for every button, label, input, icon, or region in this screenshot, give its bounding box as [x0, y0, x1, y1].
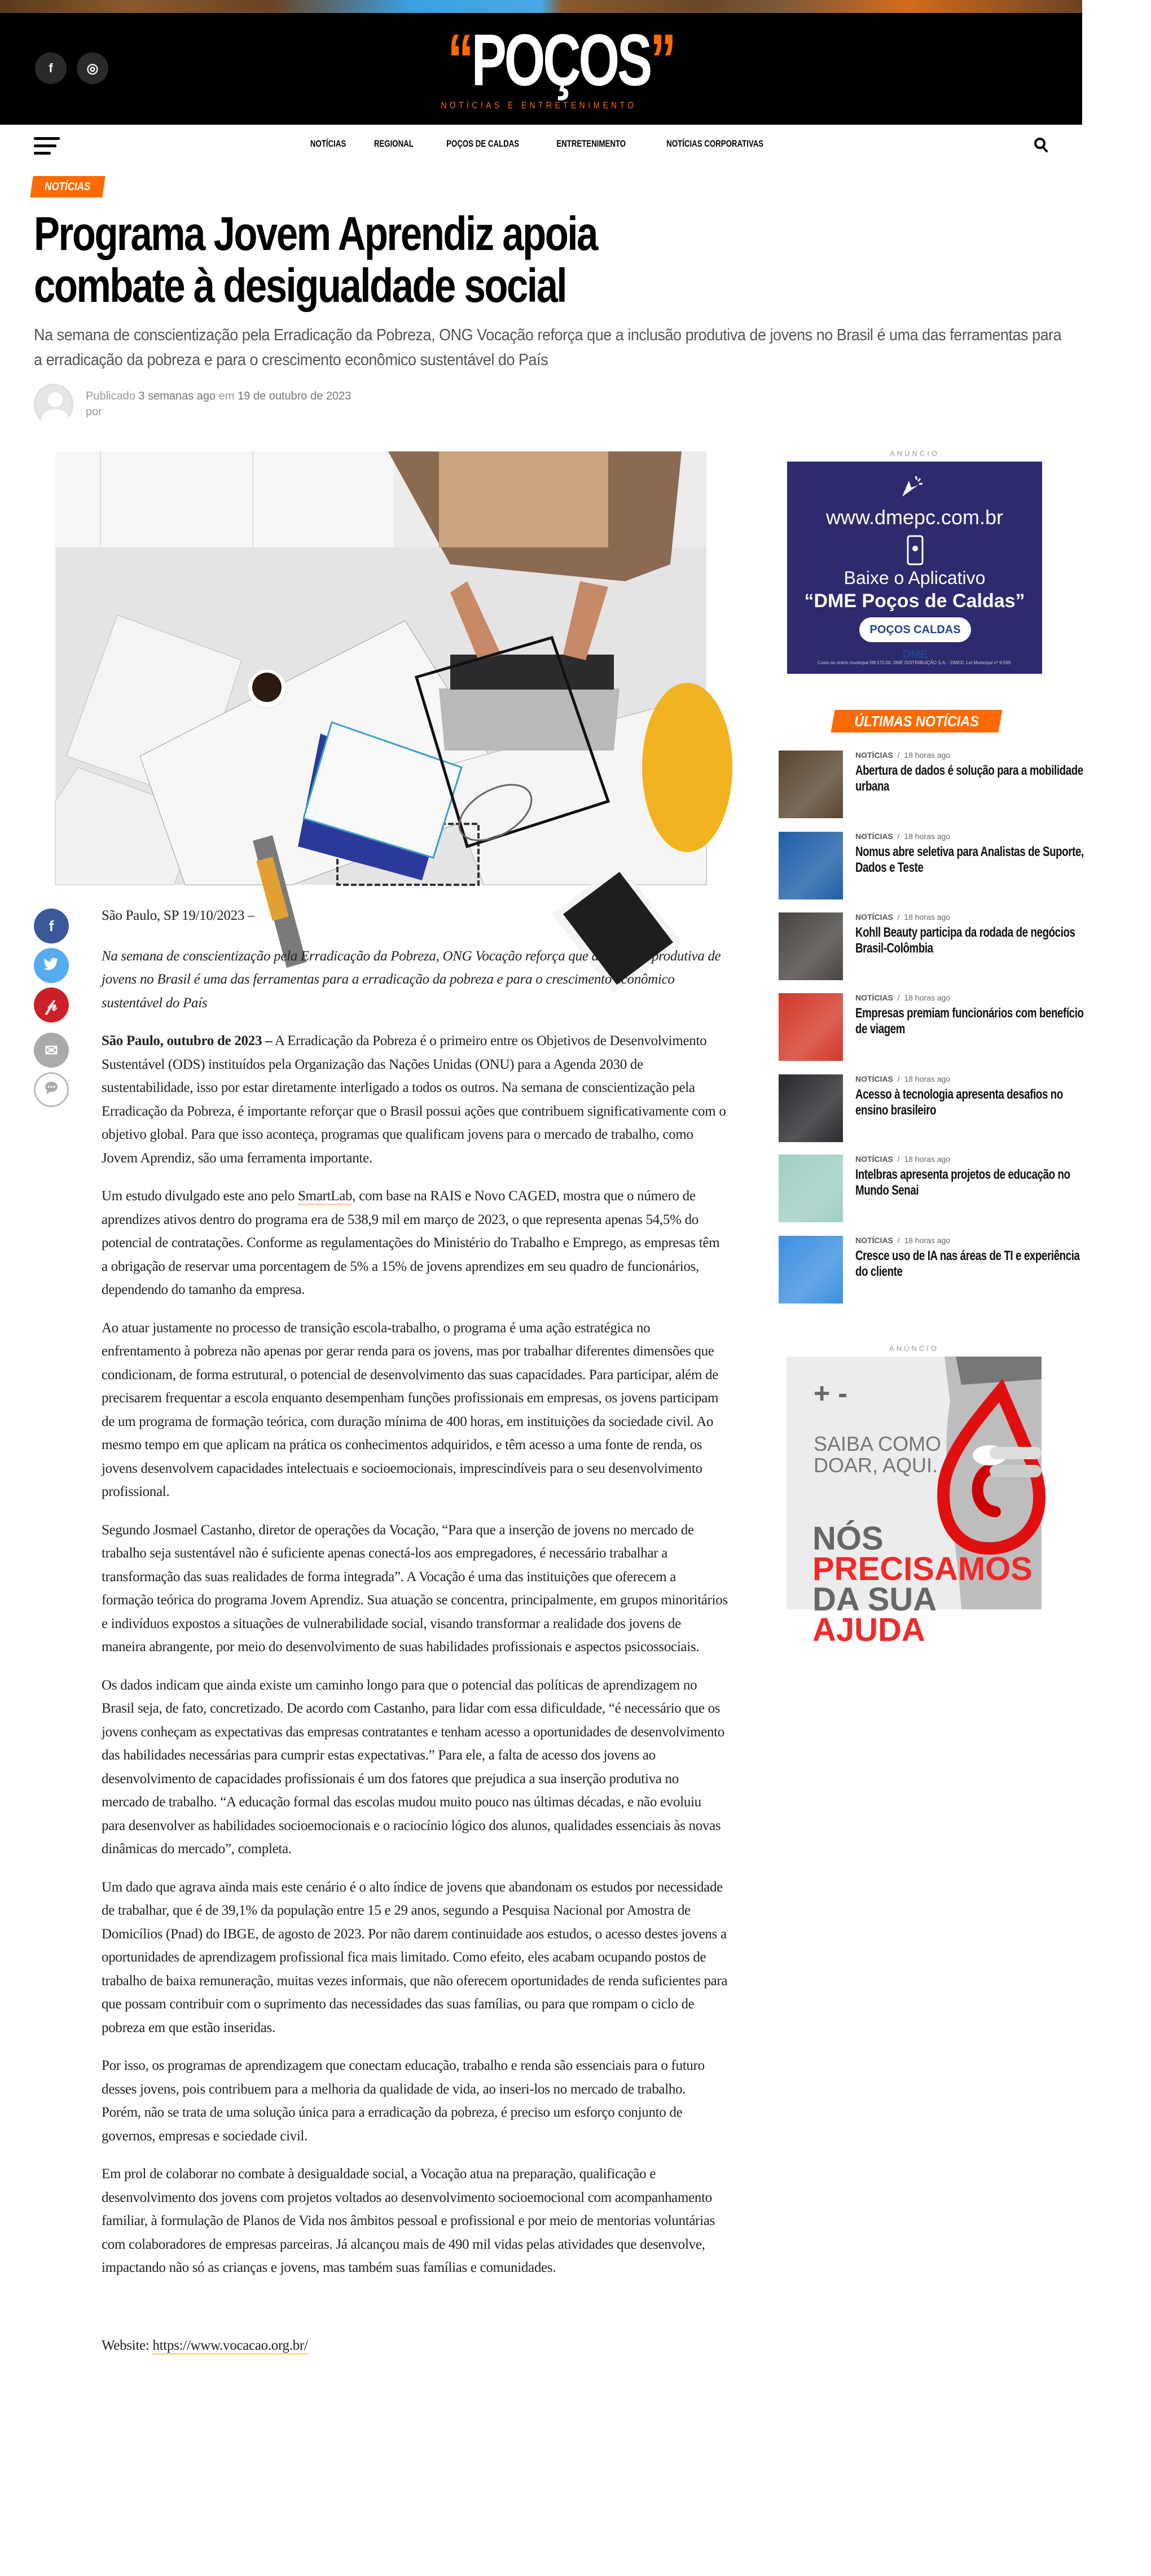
published-label: Publicado — [86, 390, 135, 402]
nav-item-entretenimento[interactable]: ENTRETENIMENTO — [556, 138, 626, 149]
latest-news-item[interactable] — [779, 912, 1078, 981]
header-instagram-button[interactable] — [77, 52, 108, 84]
latest-news-item[interactable] — [779, 832, 1084, 901]
article-subtitle — [34, 323, 1066, 372]
smartlab-link[interactable]: SmartLab — [298, 1188, 352, 1205]
facebook-icon: f — [49, 917, 54, 934]
paragraph-5: Os dados indicam que ainda existe um caminho longo para que o potencial das políticas de aprendizagem no Brasil seja, de fato, concretizado. De acordo com Castanho, para lidar com essa dificuldade, “é necessário que os jovens conheçam as expectativas das empresas contratantes e tenham acesso a oportunidades de desenvolvimento das habilidades necessárias para cumprir estas expectativas.” Para ele, a falta de acesso dos jovens ao desenvolvimento de capacidades profissionais é um dos fatores que prejudica a sua inserção produtiva no mercado de trabalho. “A educação formal das escolas mudou muito pouco nas últimas décadas, e não evoluiu para desenvolver as habilidades socioemocionais e o raciocínio lógico dos alunos, qualidades essenciais às novas dinâmicas do mercado”, completa. — [102, 1677, 725, 1857]
share-twitter-button[interactable] — [34, 948, 69, 983]
ad-label-2: ANÚNCIO — [889, 1344, 939, 1353]
ad-banner-blood-donation[interactable] — [787, 1357, 1042, 1648]
facebook-icon: f — [49, 61, 53, 75]
twitter-icon — [44, 958, 59, 973]
latest-news-item[interactable] — [779, 1236, 1078, 1305]
news-title[interactable] — [855, 925, 1092, 956]
author-by: por — [86, 406, 102, 418]
news-category[interactable]: NOTÍCIAS — [855, 1074, 893, 1083]
paragraph-3: Ao atuar justamente no processo de transição escola-trabalho, o programa é uma ação estratégica no enfrentamento à pobreza não apenas por gerar renda para os jovens, mas por trabalhar diferentes dimensões que condicionam, de forma estrutural, o potencial de desenvolvimento das suas capacidades. Para participar, além de precisarem frequentar a escola enquanto desempenham funções profissionais em empresas, os jovens participam de um programa de formação teórica, com duração mínima de 400 horas, em instituições da sociedade civil. Ao mesmo tempo em que aplicam na prática os conhecimentos adquiridos, e têm acesso a uma fonte de renda, os jovens desenvolvem capacidades intelectuais e socioemocionais, imprescindíveis para o seu desenvolvimento profissional. — [102, 1320, 719, 1499]
article-title-text: Programa Jovem Aprendiz apoia combate à desigualdade social — [34, 207, 597, 312]
latest-news-item[interactable] — [779, 993, 1084, 1062]
news-title-text: Abertura de dados é solução para a mobilidade urbana — [855, 763, 1083, 794]
news-meta: NOTÍCIAS / 18 horas ago — [855, 832, 951, 841]
share-email-button[interactable] — [34, 1033, 69, 1068]
avatar — [34, 384, 73, 425]
logo-wordmark: “POÇOS” — [447, 19, 674, 101]
category-tag-label: NOTÍCIAS — [45, 181, 91, 193]
nav-links — [0, 138, 1082, 150]
news-meta: NOTÍCIAS / 18 horas ago — [855, 993, 951, 1002]
pinterest-icon: 𝓅 — [45, 995, 58, 1015]
website-label: Website: — [102, 2337, 153, 2353]
nav-item-noticias[interactable]: NOTÍCIAS — [310, 138, 346, 149]
ad2-headline — [814, 1433, 941, 1476]
ad2-line-2: DOAR, AQUI. — [814, 1454, 938, 1477]
header-facebook-button[interactable] — [35, 52, 67, 84]
news-category[interactable]: NOTÍCIAS — [855, 912, 893, 921]
news-time: 18 horas ago — [904, 1074, 951, 1083]
site-logo[interactable] — [403, 19, 674, 125]
publish-meta — [86, 388, 351, 420]
published-date: 19 de outubro de 2023 — [238, 390, 352, 402]
news-title[interactable] — [855, 763, 1092, 795]
news-category[interactable]: NOTÍCIAS — [855, 1236, 893, 1245]
article-body — [102, 904, 728, 2372]
news-thumbnail[interactable] — [779, 832, 843, 899]
ad-line-1: Baixe o Aplicativo — [844, 568, 986, 588]
ad-line-2: “DME Poços de Caldas” — [804, 590, 1025, 612]
news-title-text: Empresas premiam funcionários com benefício de viagem — [855, 1006, 1084, 1037]
news-title[interactable] — [855, 844, 1092, 876]
news-thumbnail[interactable] — [779, 993, 843, 1061]
ad2-slogan-3b: AJUDA — [812, 1612, 925, 1648]
ad-url: www.dmepc.com.br — [825, 506, 1004, 529]
cursor-click-icon — [900, 474, 927, 499]
website-line — [102, 2334, 728, 2358]
news-time: 18 horas ago — [904, 1155, 951, 1164]
published-relative: 3 semanas ago — [138, 390, 216, 402]
ad2-slogan-2: PRECISAMOS — [812, 1551, 1033, 1587]
site-header — [0, 13, 1082, 125]
paragraph-8: Em prol de colaborar no combate à desigualdade social, a Vocação atua na preparação, qualificação e desenvolvimento dos jovens com projetos voltados ao desenvolvimento socioemocional com acompanhamento familiar, à formulação de Planos de Vida nos âmbitos pessoal e profissional e por meio de mentorias voluntárias com colaboradores de empresas parceiras. Já alcançou mais de 490 mil vidas pelas atividades que desenvolve, impactando não só as crianças e jovens, mas também suas famílias e comunidades. — [102, 2166, 715, 2275]
paragraph-7: Por isso, os programas de aprendizagem que conectam educação, trabalho e renda são essenciais para o futuro desses jovens, pois contribuem para a melhoria da qualidade de vida, ao inseri-los no mercado de trabalho. Porém, não se trata de uma solução única para a erradicação da pobreza, é preciso um esforço conjunto de governos, empresas e sociedade civil. — [102, 2058, 705, 2144]
news-time: 18 horas ago — [904, 751, 951, 760]
published-em: em — [218, 390, 235, 402]
ad-label: ANÚNCIO — [890, 449, 939, 458]
category-tag[interactable] — [30, 176, 105, 198]
news-title-text: Nomus abre seletiva para Analistas de Suporte, Dados e Teste — [855, 844, 1084, 875]
nav-item-pocos-de-caldas[interactable]: POÇOS DE CALDAS — [446, 138, 520, 149]
article-lead: Na semana de conscientização pela Erradicação da Pobreza, ONG Vocação reforça que a inclusão produtiva de jovens no Brasil é uma das ferramentas para a erradicação da pobreza e para o crescimento econômico sustentável do País — [102, 948, 721, 1011]
featured-image-illustration — [55, 451, 706, 885]
news-title-text: Intelbras apresenta projetos de educação no Mundo Senai — [855, 1167, 1070, 1198]
news-meta: NOTÍCIAS / 18 horas ago — [855, 1236, 951, 1245]
article-subtitle-text: Na semana de conscientização pela Erradicação da Pobreza, ONG Vocação reforça que a inclusão produtiva de jovens no Brasil é uma das ferramentas para a erradicação da pobreza e para o crescimento econômico sustentável do País — [34, 326, 1062, 369]
instagram-icon: ◎ — [86, 60, 99, 76]
article-title — [34, 208, 880, 311]
news-title[interactable] — [855, 1167, 1092, 1199]
email-icon: ✉ — [45, 1041, 58, 1059]
latest-news-item[interactable] — [779, 751, 1083, 819]
paragraph-1-text: A Erradicação da Pobreza é o primeiro entre os Objetivos de Desenvolvimento Sustentável (ODS) instituídos pela Organização das Nações Unidas (ONU) para a Agenda 2030 de sustentabilidade, isso por estar diretamente interligado a todos os outros. Na semana de conscientização pela Erradicação da Pobreza, é importante reforçar que o Brasil possui ações que contribuem significativamente com o objetivo global. Para que isso aconteça, programas que qualificam jovens para o mercado de trabalho, como Jovem Aprendiz, são uma ferramenta importante. — [102, 1033, 726, 1166]
phone-icon — [907, 535, 924, 565]
top-banner-strip — [0, 0, 1082, 13]
logo-word: POÇOS — [471, 19, 651, 101]
comment-icon — [44, 1081, 59, 1099]
news-meta: NOTÍCIAS / 18 horas ago — [855, 912, 951, 921]
paragraph-6: Um dado que agrava ainda mais este cenário é o alto índice de jovens que abandonam os estudos por necessidade de trabalhar, que é de 39,1% da população entre 15 e 29 anos, segundo a Pesquisa Nacional por Amostra de Domicílios (Pnad) do IBGE, de agosto de 2023. Por não darem continuidade aos estudos, o acesso destes jovens a oportunidades de aprendizagem profissional fica mais limitado. Como efeito, eles acabam ocupando postos de trabalho de baixa remuneração, muitas vezes informais, que não oferecem oportunidades de renda suficientes para que possam contribuir com o suprimento das necessidades das suas famílias, ou para que rompam o ciclo de pobreza em que estão inseridas. — [102, 1879, 728, 2035]
nav-item-regional[interactable]: REGIONAL — [374, 138, 414, 149]
paragraph-2-text-a: Um estudo divulgado este ano pelo — [102, 1188, 298, 1204]
ad2-symbols: + - — [814, 1377, 847, 1409]
news-time: 18 horas ago — [904, 912, 951, 921]
latest-news-heading-text: ÚLTIMAS NOTÍCIAS — [854, 713, 979, 730]
ad2-slogan-3a: DA SUA — [812, 1581, 936, 1618]
news-title-text: Cresce uso de IA nas áreas de TI e experiência do cliente — [855, 1248, 1080, 1279]
latest-news-heading — [831, 710, 1002, 732]
share-facebook-button[interactable] — [34, 909, 69, 943]
news-title-text: Kohll Beauty participa da rodada de negócios Brasil-Colômbia — [855, 925, 1075, 956]
news-title[interactable] — [855, 1006, 1092, 1037]
ad2-line-1: SAIBA COMO — [814, 1432, 942, 1455]
news-meta: NOTÍCIAS / 18 horas ago — [855, 751, 951, 760]
news-category[interactable]: NOTÍCIAS — [855, 993, 893, 1002]
comments-button[interactable] — [34, 1072, 69, 1107]
news-thumbnail[interactable] — [779, 1236, 843, 1304]
news-thumbnail[interactable] — [779, 1074, 843, 1142]
news-time: 18 horas ago — [904, 1236, 951, 1245]
website-link[interactable]: https://www.vocacao.org.br/ — [152, 2338, 307, 2355]
dateline: São Paulo, SP 19/10/2023 – — [102, 908, 255, 923]
news-category[interactable]: NOTÍCIAS — [855, 751, 893, 760]
latest-news-item[interactable] — [779, 1155, 1078, 1223]
search-icon[interactable] — [1034, 137, 1048, 153]
ad-partner-logos: POÇOS CALDAS DME — [859, 617, 971, 642]
ad2-slogan-1: NÓS — [812, 1520, 884, 1557]
news-thumbnail[interactable] — [779, 751, 843, 818]
share-pinterest-button[interactable] — [34, 988, 69, 1022]
news-title[interactable] — [855, 1248, 1092, 1280]
paragraph-1 — [102, 1029, 728, 1170]
paragraph-1-dateline: São Paulo, outubro de 2023 – — [102, 1033, 273, 1048]
news-category[interactable]: NOTÍCIAS — [855, 1155, 893, 1164]
news-title[interactable] — [855, 1087, 1092, 1118]
latest-news-item[interactable] — [779, 1074, 1078, 1143]
news-thumbnail[interactable] — [779, 1155, 843, 1222]
ad-fine-print: Custo ao erário municipal R$ 570,00. DME DISTRIBUIÇÃO S.A. - DMED. Lei Municipal nº 9.599. — [817, 660, 1012, 665]
paragraph-4: Segundo Josmael Castanho, diretor de operações da Vocação, “Para que a inserção de jovens no mercado de trabalho seja sustentável não é suficiente apenas conectá-los aos empregadores, é necessário trabalhar a transformação das suas realidades de forma integrada”. A Vocação é uma das instituições que oferecem a formação teórica do programa Jovem Aprendiz. Sua atuação se concentra, principalmente, em grupos minoritários e indivíduos expostos a situações de vulnerabilidade social, visando transformar a realidade dos jovens de maneira abrangente, por meio do desenvolvimento de suas habilidades profissionais e aspectos psicossociais. — [102, 1522, 728, 1655]
ad2-slogan — [812, 1520, 1042, 1648]
news-category[interactable]: NOTÍCIAS — [855, 832, 893, 841]
news-meta: NOTÍCIAS / 18 horas ago — [855, 1155, 951, 1164]
news-time: 18 horas ago — [904, 993, 951, 1002]
featured-image — [55, 451, 706, 885]
news-time: 18 horas ago — [904, 832, 951, 841]
logo-tagline: NOTÍCIAS E ENTRETENIMENTO — [441, 100, 637, 111]
news-title-text: Acesso à tecnologia apresenta desafios no ensino brasileiro — [855, 1087, 1063, 1118]
main-nav — [0, 125, 1082, 164]
news-meta: NOTÍCIAS / 18 horas ago — [855, 1074, 951, 1083]
nav-item-noticias-corporativas[interactable]: NOTÍCIAS CORPORATIVAS — [666, 138, 763, 149]
paragraph-2 — [102, 1184, 728, 1302]
ad-banner-dme[interactable] — [787, 462, 1042, 674]
news-thumbnail[interactable] — [779, 912, 843, 980]
paragraph-2-text-b: , com base na RAIS e Novo CAGED, mostra que o número de aprendizes ativos dentro do programa era de 538,9 mil em março de 2023, o que representa apenas 54,5% do potencial de contratações. Conforme as regulamentações do Ministério do Trabalho e Emprego, as empresas têm a obrigação de reservar uma porcentagem de 5% a 15% de jovens aprendizes em seu quadro de funcionários, dependendo do tamanho da empresa. — [102, 1188, 720, 1297]
